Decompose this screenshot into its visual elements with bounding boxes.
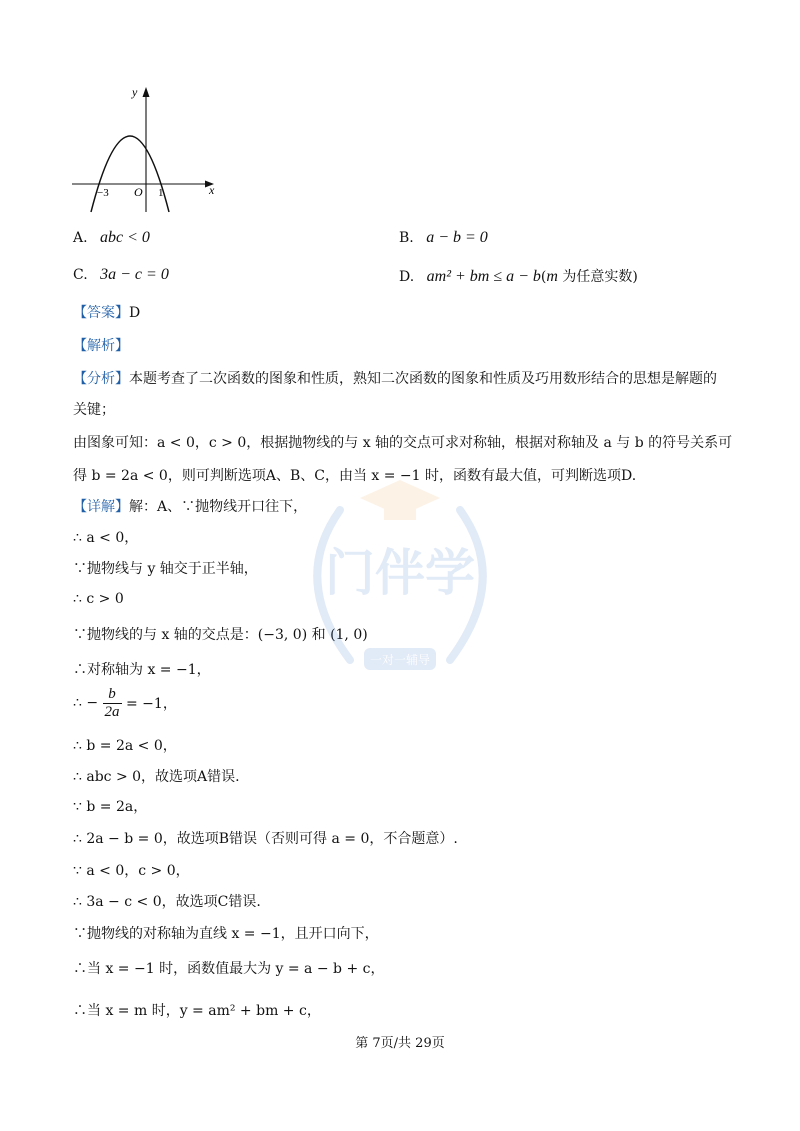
detail-line-3: ∵抛物线与 y 轴交于正半轴，	[73, 561, 258, 577]
detail-line-7-post: = −1，	[126, 696, 177, 712]
watermark-banner-text: 一对一辅导	[369, 653, 431, 667]
detail-line-13: ∴ 3a − c < 0，故选项C错误.	[73, 894, 261, 910]
page-number: 第 7页/共 29页	[355, 1036, 445, 1051]
option-b-expr: a − b = 0	[426, 229, 488, 246]
option-d-note-m: m	[546, 268, 558, 285]
detail-tag: 【详解】	[73, 499, 129, 515]
detail-line-4: ∴ c > 0	[73, 591, 124, 607]
detail-line-15: ∴当 x = −1 时，函数值最大为 y = a − b + c，	[73, 961, 385, 977]
option-d-note-rest: 为任意实数)	[557, 269, 638, 285]
option-c-expr: 3a − c = 0	[100, 266, 169, 283]
option-d-expr: am² + bm ≤ a − b	[426, 268, 541, 285]
detail-line-7	[73, 686, 177, 720]
analysis-line-4: 得 b = 2a < 0，则可判断选项A、B、C，由当 x = −1 时，函数有最大值，可判断选项D.	[73, 468, 637, 484]
fraction-b-over-2a	[103, 686, 122, 720]
detail-line-9: ∴ abc > 0，故选项A错误.	[73, 769, 240, 785]
analysis-line-2: 关键；	[73, 402, 115, 418]
option-d	[399, 266, 638, 286]
detail-line-5: ∵抛物线的与 x 轴的交点是：(−3, 0) 和 (1, 0)	[73, 627, 368, 643]
parabola-graph	[66, 84, 226, 219]
detail-line-1	[73, 496, 307, 516]
option-b-letter: B.	[399, 230, 414, 246]
option-a-letter: A.	[73, 230, 88, 246]
option-d-letter: D.	[399, 269, 415, 285]
x-axis-label: x	[209, 183, 215, 197]
y-axis-arrow	[143, 87, 150, 97]
watermark-text: 门伴学	[325, 544, 475, 602]
detail-line-10: ∵ b = 2a，	[73, 799, 148, 815]
option-d-note-open: (	[540, 269, 547, 285]
option-a-expr: abc < 0	[100, 229, 150, 246]
answer-line	[73, 302, 140, 322]
tick-label-neg3: −3	[97, 187, 109, 199]
detail-line-7-pre: ∴ −	[73, 695, 99, 711]
detail-line-12: ∵ a < 0，c > 0，	[73, 863, 190, 879]
origin-label: O	[134, 185, 143, 199]
analysis-text-1: 本题考查了二次函数的图象和性质，熟知二次函数的图象和性质及巧用数形结合的思想是解题的	[129, 371, 717, 387]
analysis-tag: 【解析】	[73, 338, 129, 354]
fenxi-tag: 【分析】	[73, 371, 129, 387]
fraction-denominator: 2a	[104, 703, 120, 720]
watermark-logo	[280, 470, 520, 700]
detail-line-11: ∴ 2a − b = 0，故选项B错误（否则可得 a = 0，不合题意）.	[73, 831, 458, 847]
analysis-line-1	[73, 368, 717, 388]
detail-text-1: 解：A、∵抛物线开口往下，	[129, 499, 308, 515]
parabola-curve	[91, 136, 169, 212]
detail-line-6: ∴对称轴为 x = −1，	[73, 662, 211, 678]
option-b	[399, 229, 488, 247]
detail-line-14: ∵抛物线的对称轴为直线 x = −1，且开口向下，	[73, 926, 379, 942]
option-c	[73, 266, 169, 284]
detail-line-16: ∴当 x = m 时，y = am² + bm + c，	[73, 1003, 321, 1019]
analysis-line-3: 由图象可知：a < 0，c > 0，根据抛物线的与 x 轴的交点可求对称轴，根据对称轴及 a 与 b 的符号关系可	[73, 435, 733, 451]
detail-line-2: ∴ a < 0，	[73, 530, 139, 546]
fraction-numerator: b	[103, 686, 122, 704]
tick-label-1: 1	[158, 187, 164, 199]
option-c-letter: C.	[73, 267, 88, 283]
answer-tag: 【答案】	[73, 305, 129, 321]
graduation-cap-icon	[360, 480, 440, 520]
y-axis-label: y	[132, 85, 138, 99]
option-a	[73, 229, 150, 247]
detail-line-8: ∴ b = 2a < 0，	[73, 738, 177, 754]
answer-value: D	[129, 305, 141, 321]
